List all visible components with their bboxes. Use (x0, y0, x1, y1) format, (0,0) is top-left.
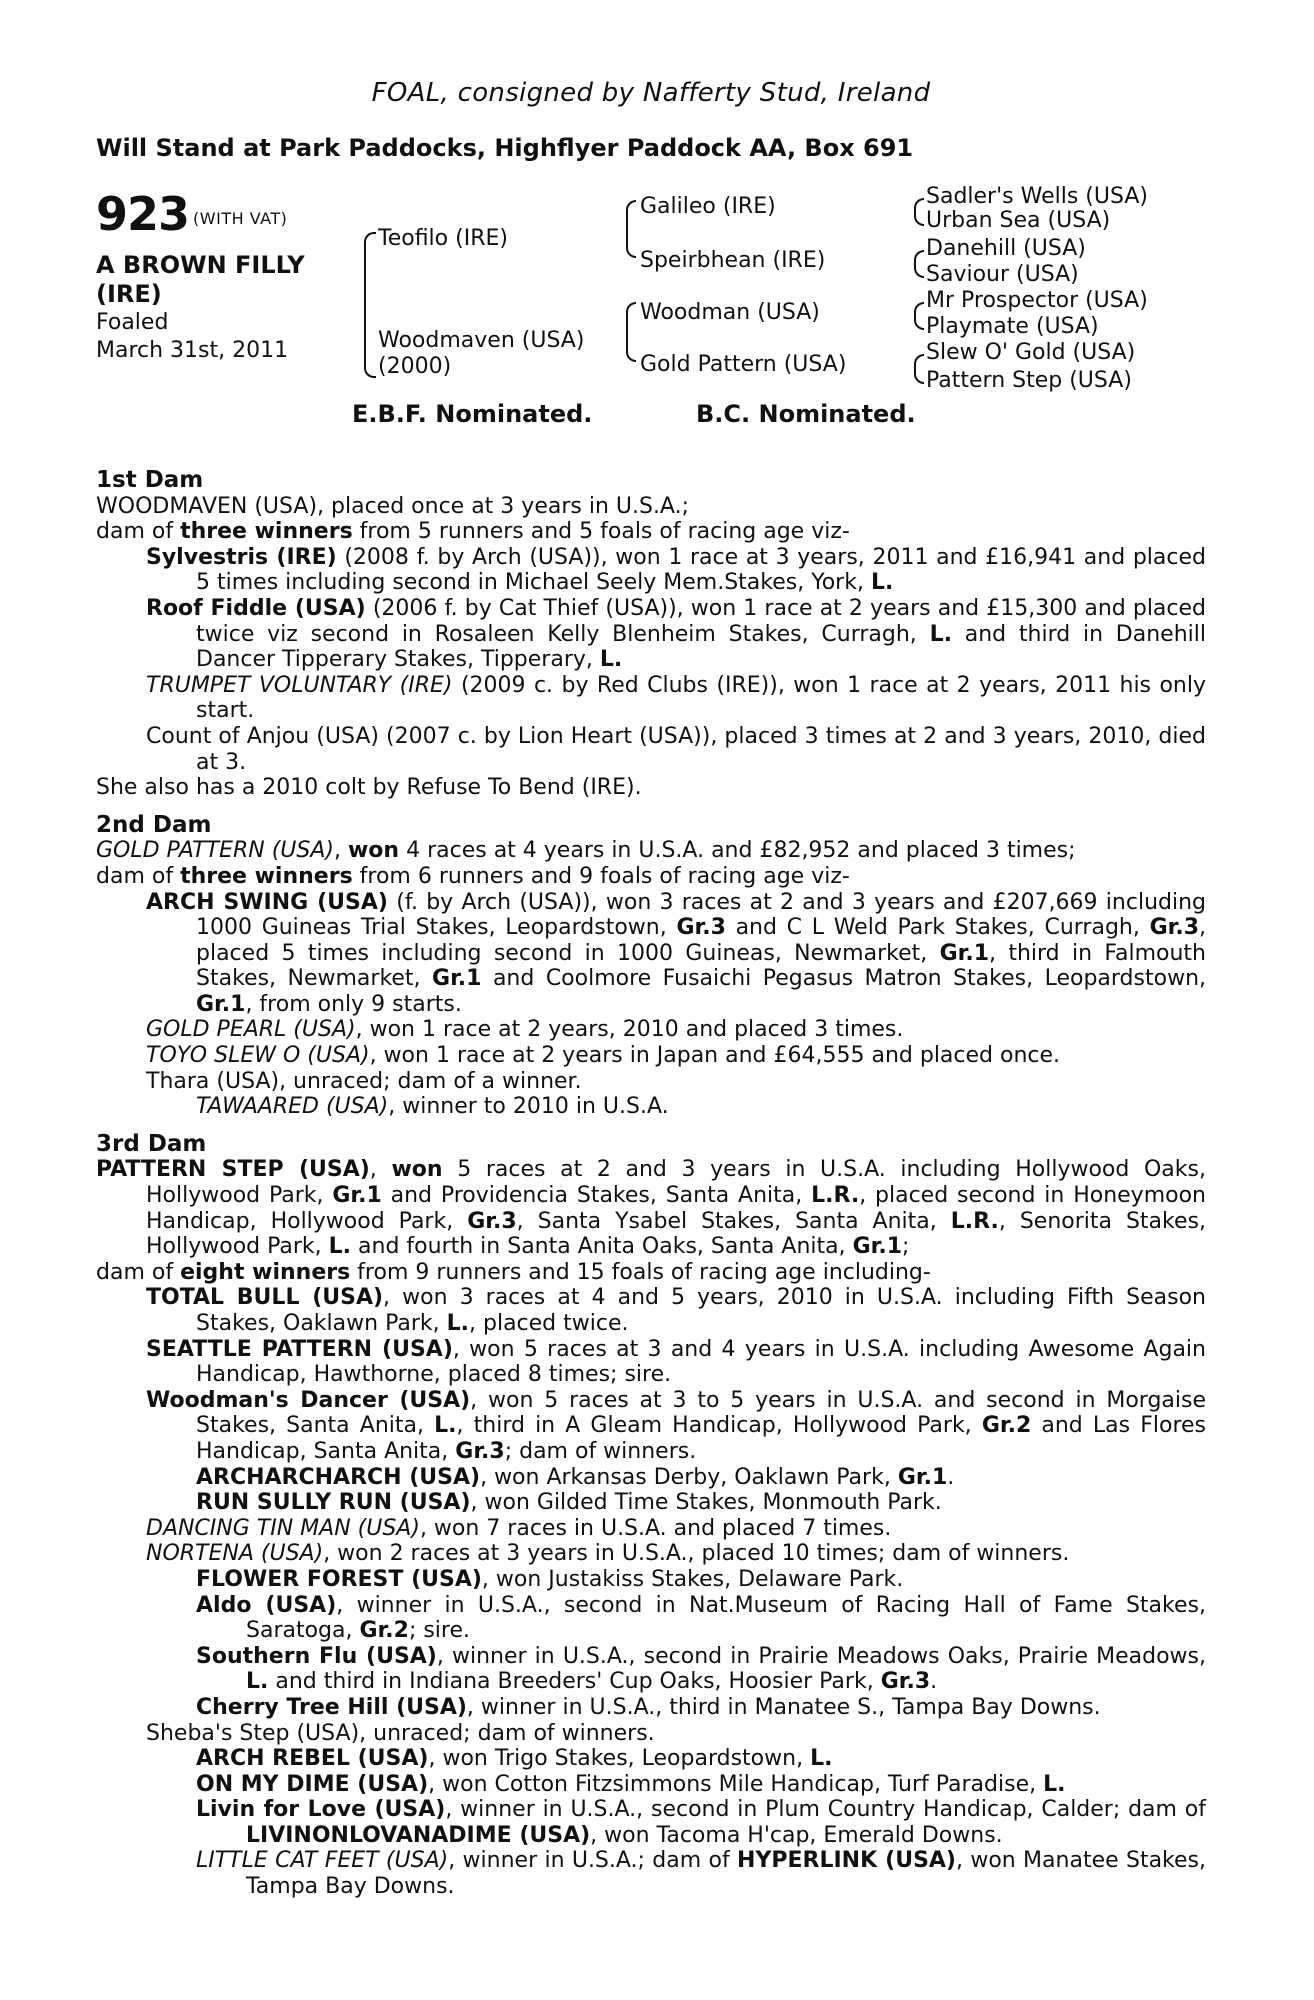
dam-year: (2000) (378, 354, 452, 379)
progeny-entry: Woodman's Dancer (USA), won 5 races at 3 to 5 years in U.S.A. and second in Morgaise Stakes, Santa Anita, L., third in A Gleam Handicap, Hollywood Park, Gr.2 and Las Flores Handicap, Santa Anita, Gr.3; dam of winners. (146, 1387, 1207, 1464)
progeny-entry: TOYO SLEW O (USA), won 1 race at 2 years in Japan and £64,555 and placed once. (146, 1043, 1061, 1069)
dam-lines (96, 468, 1206, 1912)
stand-location: Will Stand at Park Paddocks, Highflyer Paddock AA, Box 691 (96, 134, 914, 162)
dam-line: PATTERN STEP (USA), won 5 races at 2 and 3 years in U.S.A. including Hollywood Oaks, Hollywood Park, Gr.1 and Providencia Stakes, Santa Anita, L.R., placed second in Honeymoon Handicap, Hollywood Park, Gr.3, Santa Ysabel Stakes, Santa Anita, L.R., Senorita Stakes, Hollywood Park, L. and fourth in Santa Anita Oaks, Santa Anita, Gr.1; (96, 1157, 1206, 1260)
progeny-entry: SEATTLE PATTERN (USA), won 5 races at 3 and 4 years in U.S.A. including Awesome Again Handicap, Hawthorne, placed 8 times; sire. (146, 1336, 1206, 1388)
page-header: FOAL, consigned by Nafferty Stud, Ireland (371, 78, 931, 108)
dam: Woodmaven (USA) (378, 328, 585, 353)
brace-gen2-dam (626, 302, 636, 362)
brace-gen1 (364, 232, 376, 378)
dam-sire-dam: Playmate (USA) (926, 314, 1099, 339)
brace-gen3-1 (914, 198, 924, 226)
lot-block (96, 187, 336, 365)
lot-number: 923 (96, 187, 190, 241)
progeny-entry: DANCING TIN MAN (USA), won 7 races in U.S.A. and placed 7 times. (146, 1515, 892, 1541)
produce-summary: dam of three winners from 6 runners and 9 foals of racing age viz- (96, 863, 850, 889)
lot-description: A BROWN FILLY (96, 251, 305, 279)
sire-sire-sire: Sadler's Wells (USA) (926, 184, 1148, 209)
grand-progeny-entry: ARCH REBEL (USA), won Trigo Stakes, Leopardstown, L. (196, 1746, 833, 1772)
progeny-entry: ARCH SWING (USA) (f. by Arch (USA)), won 3 races at 2 and 3 years and £207,669 including 1000 Guineas Trial Stakes, Leopardstown, Gr.3 and C L Weld Park Stakes, Curragh, Gr.3, placed 5 times including second in 1000 Guineas, Newmarket, Gr.1, third in Falmouth Stakes, Newmarket, Gr.1 and Coolmore Fusaichi Pegasus Matron Stakes, Leopardstown, Gr.1, from only 9 starts. (146, 889, 1206, 1017)
dam-dam: Gold Pattern (USA) (640, 352, 847, 377)
grand-progeny-entry: TAWAARED (USA), winner to 2010 in U.S.A. (196, 1094, 669, 1120)
progeny-entry: TOTAL BULL (USA), won 3 races at 4 and 5 years, 2010 in U.S.A. including Fifth Season Stakes, Oaklawn Park, L., placed twice. (146, 1285, 1206, 1336)
produce-summary: dam of eight winners from 9 runners and 15 foals of racing age including- (96, 1259, 931, 1285)
progeny-entry: Thara (USA), unraced; dam of a winner. (146, 1068, 582, 1094)
sire: Teofilo (IRE) (378, 226, 508, 251)
section-title: 1st Dam (96, 467, 204, 493)
dam-sire-sire: Mr Prospector (USA) (926, 288, 1148, 313)
grand-progeny-entry: Livin for Love (USA), winner in U.S.A., second in Plum Country Handicap, Calder; dam of LIVINONLOVANADIME (USA), won Tacoma H'cap, Emerald Downs. (196, 1797, 1206, 1848)
grand-progeny-entry: LITTLE CAT FEET (USA), winner in U.S.A.; dam of HYPERLINK (USA), won Manatee Stakes, Tampa Bay Downs. (196, 1848, 1206, 1900)
dam-dam-dam: Pattern Step (USA) (926, 368, 1132, 393)
dam-line: WOODMAVEN (USA), placed once at 3 years in U.S.A.; (96, 493, 690, 519)
third-dam-section (96, 1132, 1206, 1900)
grand-progeny-entry: ARCHARCHARCH (USA), won Arkansas Derby, Oaklawn Park, Gr.1. (196, 1464, 955, 1490)
sire-sire: Galileo (IRE) (640, 194, 776, 219)
progeny-entry: Count of Anjou (USA) (2007 c. by Lion Heart (USA)), placed 3 times at 2 and 3 years, 2010, died at 3. (146, 723, 1206, 775)
grand-progeny-entry: Southern Flu (USA), winner in U.S.A., second in Prairie Meadows Oaks, Prairie Meadows, L. and third in Indiana Breeders' Cup Oaks, Hoosier Park, Gr.3. (196, 1643, 1206, 1695)
sire-dam-dam: Saviour (USA) (926, 262, 1079, 287)
progeny-entry: Sheba's Step (USA), unraced; dam of winners. (146, 1720, 655, 1746)
pedigree-block (96, 184, 1206, 440)
sire-dam-sire: Danehill (USA) (926, 236, 1086, 261)
grand-progeny-entry: FLOWER FOREST (USA), won Justakiss Stakes, Delaware Park. (196, 1566, 904, 1592)
grand-progeny-entry: RUN SULLY RUN (USA), won Gilded Time Stakes, Monmouth Park. (196, 1490, 942, 1516)
brace-gen3-3 (914, 302, 924, 330)
lot-description-origin: (IRE) (96, 280, 162, 308)
grand-progeny-entry: ON MY DIME (USA), won Cotton Fitzsimmons Mile Handicap, Turf Paradise, L. (196, 1771, 1066, 1797)
sire-sire-dam: Urban Sea (USA) (926, 208, 1111, 233)
second-dam-section (96, 813, 1206, 1120)
grand-progeny-entry: Aldo (USA), winner in U.S.A., second in Nat.Museum of Racing Hall of Fame Stakes, Saratoga, Gr.2; sire. (196, 1592, 1206, 1644)
bc-nomination: B.C. Nominated. (696, 400, 916, 428)
lot-number-line (96, 187, 336, 243)
produce-note: She also has a 2010 colt by Refuse To Bend (IRE). (96, 775, 642, 801)
catalogue-page (96, 78, 1207, 1900)
brace-gen3-4 (914, 354, 924, 384)
foaled-label: Foaled (96, 310, 169, 335)
progeny-entry: NORTENA (USA), won 2 races at 3 years in U.S.A., placed 10 times; dam of winners. (146, 1541, 1070, 1567)
brace-gen3-2 (914, 250, 924, 278)
progeny-entry: Roof Fiddle (USA) (2006 f. by Cat Thief (USA)), won 1 race at 2 years and £15,300 and placed twice viz second in Rosaleen Kelly Blenheim Stakes, Curragh, L. and third in Danehill Dancer Tipperary Stakes, Tipperary, L. (146, 595, 1207, 673)
section-title: 2nd Dam (96, 811, 212, 838)
dam-sire: Woodman (USA) (640, 300, 820, 325)
brace-gen2-sire (626, 200, 636, 258)
dam-dam-sire: Slew O' Gold (USA) (926, 340, 1136, 365)
section-title: 3rd Dam (96, 1130, 207, 1157)
ebf-nomination: E.B.F. Nominated. (352, 400, 593, 428)
first-dam-section (96, 468, 1206, 801)
progeny-entry: TRUMPET VOLUNTARY (IRE) (2009 c. by Red Clubs (IRE)), won 1 race at 2 years, 2011 his only start. (146, 672, 1206, 724)
sire-dam: Speirbhean (IRE) (640, 248, 826, 273)
dam-line: GOLD PATTERN (USA), won 4 races at 4 years in U.S.A. and £82,952 and placed 3 times; (96, 838, 1076, 864)
vat-note: (WITH VAT) (193, 209, 288, 228)
progeny-entry: GOLD PEARL (USA), won 1 race at 2 years, 2010 and placed 3 times. (146, 1017, 904, 1043)
progeny-entry: Sylvestris (IRE) (2008 f. by Arch (USA)), won 1 race at 3 years, 2011 and £16,941 and placed 5 times including second in Michael Seely Mem.Stakes, York, L. (146, 544, 1206, 596)
produce-summary: dam of three winners from 5 runners and 5 foals of racing age viz- (96, 519, 850, 545)
foaled-date: March 31st, 2011 (96, 338, 289, 363)
grand-progeny-entry: Cherry Tree Hill (USA), winner in U.S.A., third in Manatee S., Tampa Bay Downs. (196, 1694, 1101, 1720)
